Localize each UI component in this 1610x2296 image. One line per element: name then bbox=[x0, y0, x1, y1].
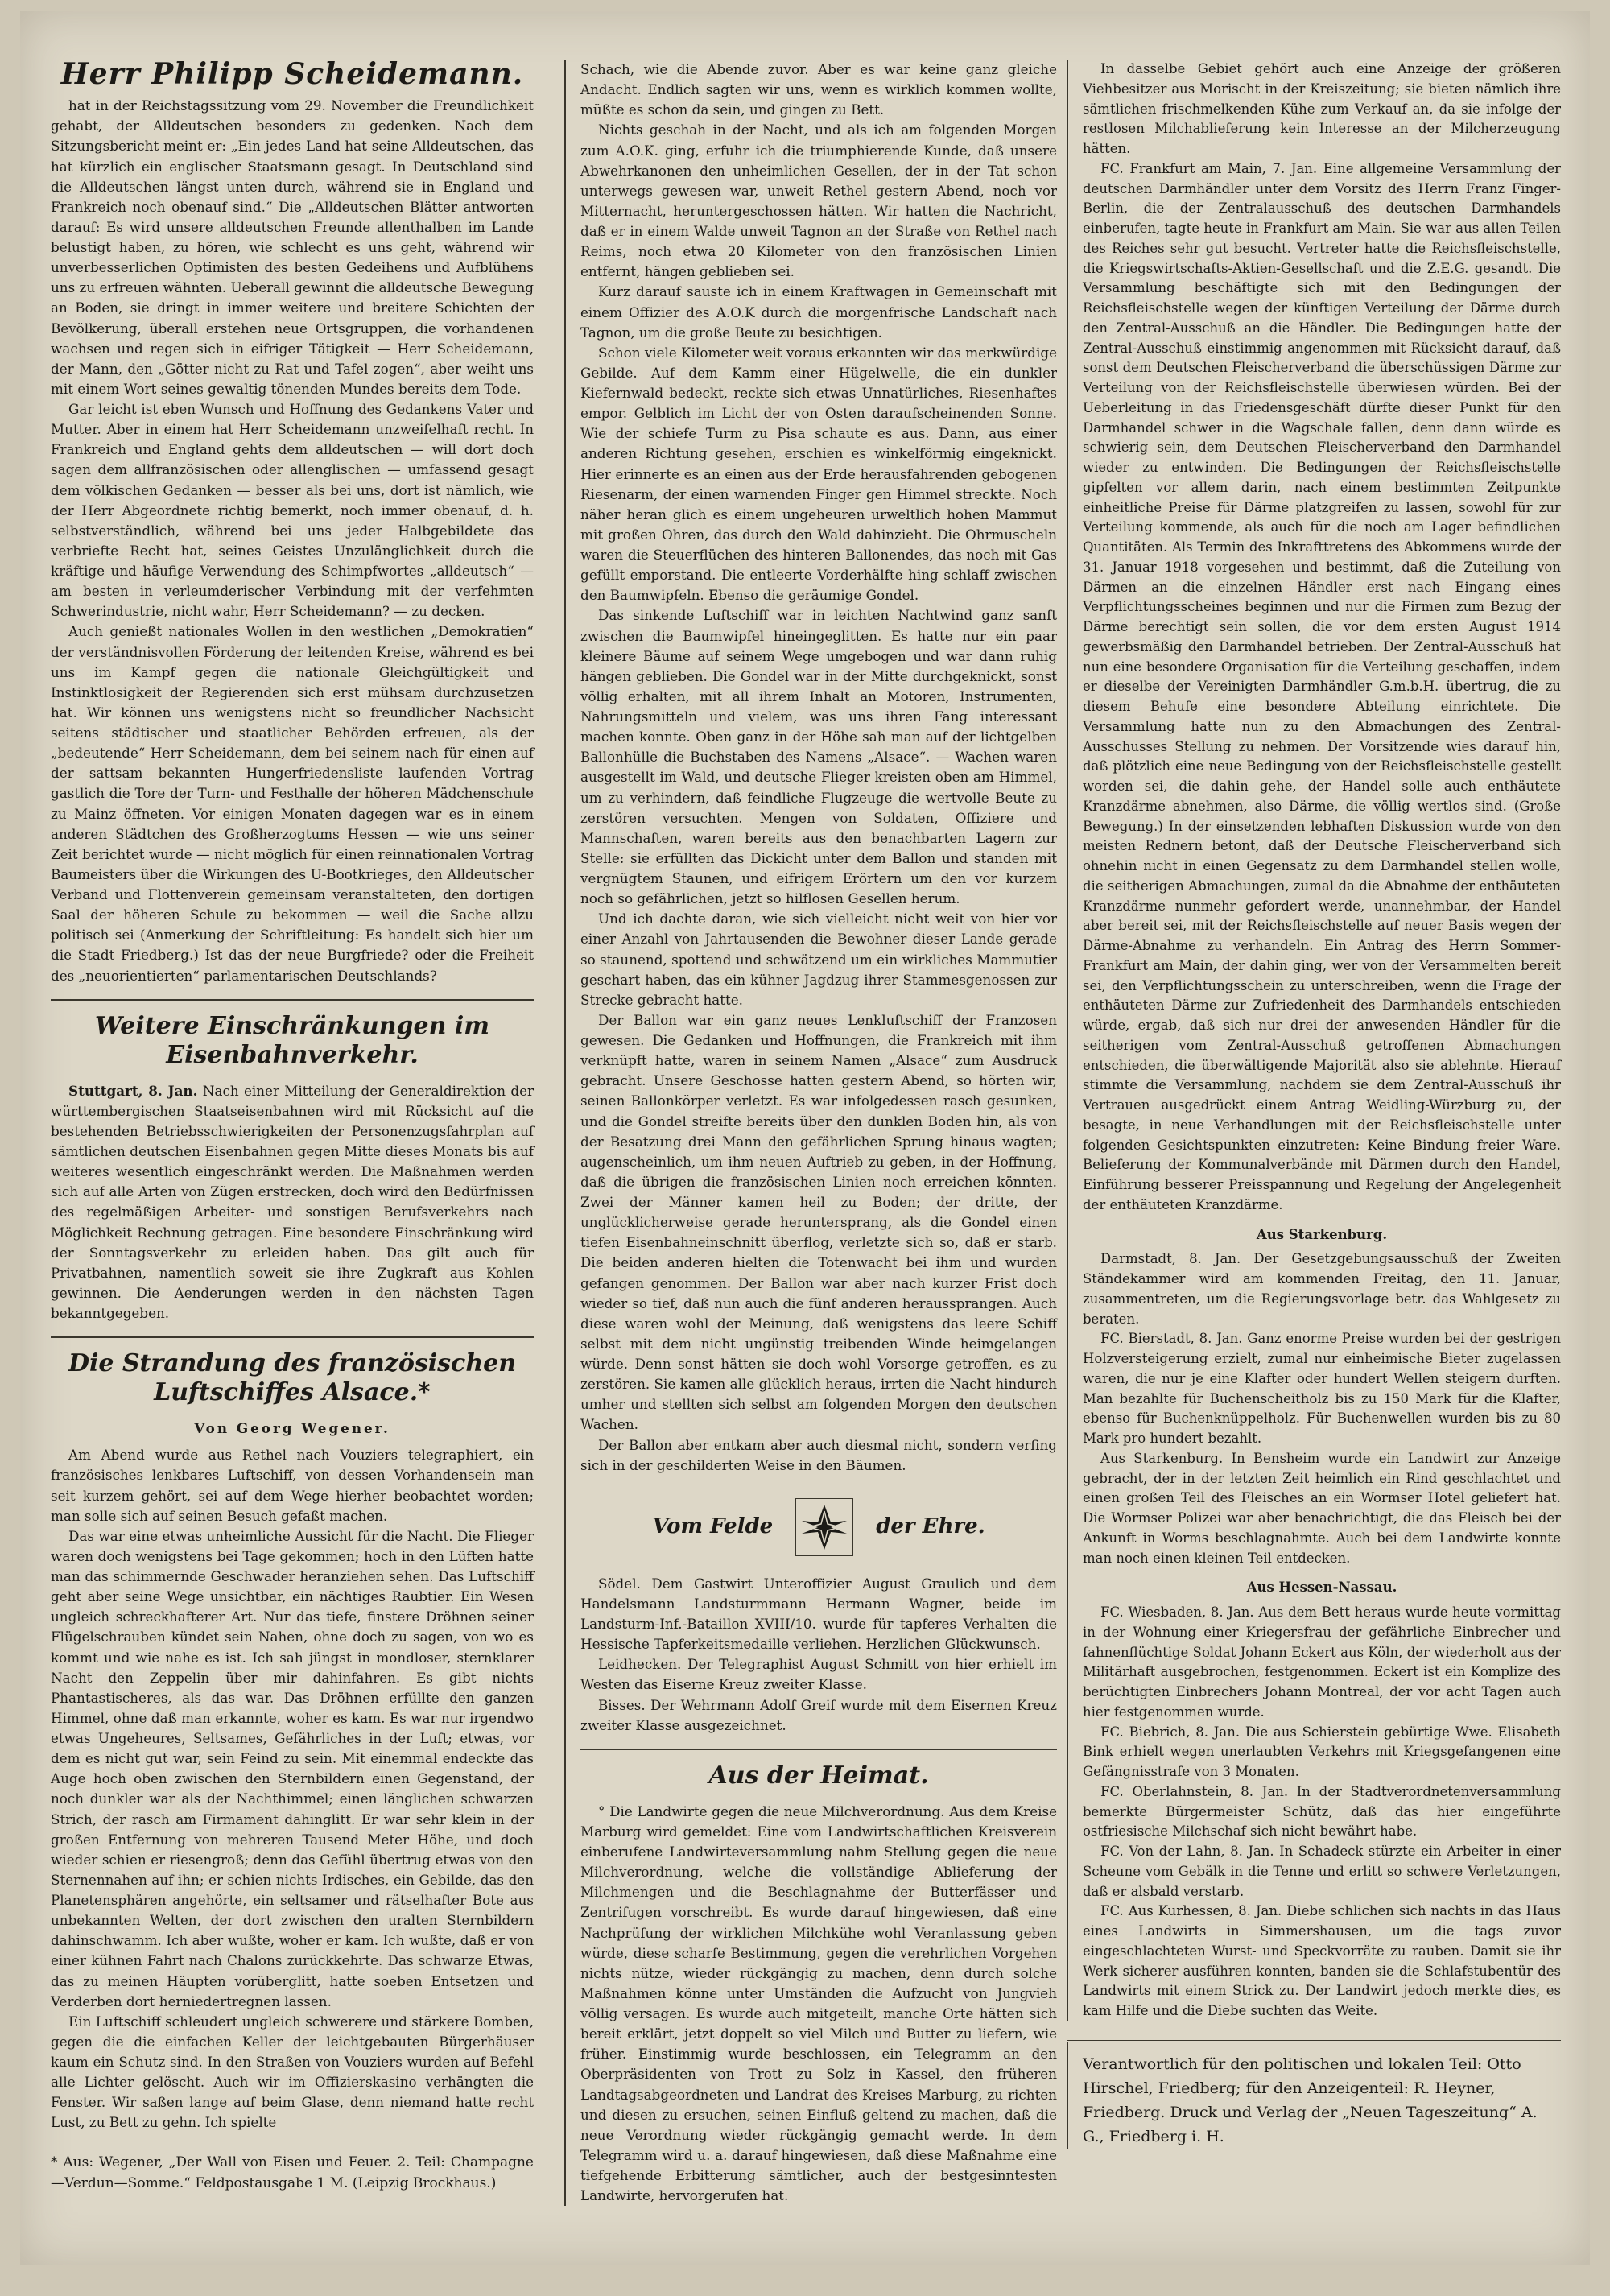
paragraph: FC. Aus Kurhessen, 8. Jan. Diebe schlichen sich nachts in das Haus eines Landwirts in Simmershausen, um die tags zuvor eingeschlachteten Wurst- und Speckvorräte zu rauben. Damit sie ihr Werk sicherer ausführen konnten, banden sie die Schlafstubentür des Landwirts mit einem Strick zu. Der Landwirt jedoch merkte dies, es kam Hilfe und die Diebe suchten das Weite. bbox=[1083, 1903, 1561, 2018]
iron-cross-icon bbox=[795, 1498, 853, 1556]
paragraph: FC. Bierstadt, 8. Jan. Ganz enorme Preise wurden bei der gestrigen Holzversteigerung erzielt, zumal nur einheimische Bieter zugelassen waren, die nur je eine Klafter oder hundert Wellen steigern durften. Man bezahlte für Buchenscheitholz bis zu 150 Mark für die Klafter, ebenso für Buchenknüppelholz. Für Buchenwellen wurden bis zu 80 Mark pro hundert bezahlt. bbox=[1083, 1331, 1561, 1446]
paragraph: Schach, wie die Abende zuvor. Aber es war keine ganz gleiche Andacht. Endlich sagten wir uns, wenn es wirklich kommen wollte, müßte es schon da sein, und gingen zu Bett. bbox=[580, 61, 1057, 118]
column-1 bbox=[51, 57, 534, 2194]
paragraph: FC. Von der Lahn, 8. Jan. In Schadeck stürzte ein Arbeiter in einer Scheune vom Gebälk in die Tenne und erlitt so schwere Verletzungen, daß er alsbald verstarb. bbox=[1083, 1844, 1561, 1899]
paragraph: Södel. Dem Gastwirt Unteroffizier August Graulich und dem Handelsmann Landsturmmann Hermann Wagner, beide im Landsturm-Inf.-Bataillon XVIII/10. wurde für tapferes Verhalten die Hessische Tapferkeitsmedaille verliehen. Herzlichen Glückwunsch. bbox=[580, 1575, 1057, 1653]
headline-scheidemann: Herr Philipp Scheidemann. bbox=[60, 57, 524, 91]
honor-heading bbox=[580, 1498, 1057, 1556]
headline-alsace: Die Strandung des französischen Luftschiffes Alsace.* bbox=[68, 1349, 517, 1407]
paragraph: Das sinkende Luftschiff war in leichten Nachtwind ganz sanft zwischen die Baumwipfel hineingeglitten. Es hatte nur ein paar kleinere Bäume auf seinem Wege umgebogen und war dann ruhig hängen geblieben. Die Gondel war in der Mitte durchgeknickt, sonst völlig erhalten, mit all ihrem Inhalt an Motoren, Instrumenten, Nahrungsmitteln und vielem, was uns ihren Fang interessant machen konnte. Oben ganz in der Höhe sah man auf der lichtgelben Ballonhülle die Buchstaben des Namens „Alsace“. — Wachen waren ausgestellt im Wald, und deutsche Flieger kreisten oben am Himmel, um zu verhindern, daß feindliche Flugzeuge die wertvolle Beute zu zerstören versuchten. Mengen von Soldaten, Offiziere und Mannschaften, waren bereits aus den benachbarten Lagern zur Stelle: sie erfüllten das Dickicht unter dem Ballon und standen mit vergnügtem Staunen, und eifrigem Erörtern um den vor kurzem noch so gefährlichen, jetzt so hilflosen Gesellen herum. bbox=[580, 607, 1057, 907]
paragraph: Schon viele Kilometer weit voraus erkannten wir das merkwürdige Gebilde. Auf dem Kamm einer Hügelwelle, die ein dunkler Kiefernwald bedeckt, reckte sich etwas Unnatürliches, Riesenhaftes empor. Gelblich im Licht der von Osten daraufscheinenden Sonne. Wie der schiefe Turm zu Pisa schaute es aus. Dann, aus einer anderen Richtung gesehen, erschien es winkelförmig eingeknickt. Hier erinnerte es an einen aus der Erde herausfahrenden gebogenen Riesenarm, der einen warnenden Finger gen Himmel streckte. Noch näher heran glich es einem ungeheuren urweltlich hohen Mammut mit großen Ohren, das durch den Wald dahinzieht. Die Ohrmuscheln waren die Steuerflüchen des hinteren Ballonendes, das noch mit Gas gefüllt emporstand. Die entleerte Vorderhälfte hing schlaff zwischen den Baumwipfeln. Ebenso die geräumige Gondel. bbox=[580, 344, 1057, 604]
paragraph: Ein Luftschiff schleudert ungleich schwerere und stärkere Bomben, gegen die die einfachen Keller der leichtgebauten Bürgerhäuser kaum ein Schutz sind. In den Straßen von Vouziers wurden auf Befehl alle Lichter gelöscht. Auch wir im Offizierskasino verhängten die Fenster. Wir saßen lange auf beim Glase, denn niemand hatte recht Lust, zu Bett zu gehn. Ich spielte bbox=[51, 2013, 534, 2131]
paragraph: Das war eine etwas unheimliche Aussicht für die Nacht. Die Flieger waren doch wenigstens bei Tage gekommen; hoch in den Lüften hatte man das schimmernde Geschwader heranziehen sehen. Das Luftschiff geht aber seine Wege unsichtbar, ein nächtiges Raubtier. Ein Wesen ungleich schreckhafterer Art. Nur das tiefe, finstere Dröhnen seiner Flügelschrauben kündet sein Nahen, ohne doch zu sagen, von wo es kommt und wie nahe es ist. Ich sah jüngst in mondloser, sternklarer Nacht den Zeppelin über mir dahinfahren. Es gibt nichts Phantastischeres, als das war. Das Dröhnen erfüllte den ganzen Himmel, ohne daß man erkannte, woher es kam. Es war nur irgendwo etwas Ungeheures, Seltsames, Gefährliches in der Luft; etwas, vor dem es nicht gut war, sein Feind zu sein. Mit einemmal endeckte das Auge hoch oben zwischen den Sternbildern einen Gegenstand, der noch dunkler war als der Nachthimmel; einen länglichen schwarzen Strich, der rasch am Firmament dahinglitt. Er war sehr klein in der großen Entfernung von mehreren Tausend Meter Höhe, und doch wieder schien er riesengroß; denn das Gefühl übertrug etwas von den Sternennahen auf ihn; er schien nichts Irdisches, ein Gebilde, das den Planetensphären angehörte, ein seltsamer und rätselhafter Bote aus unbekannten Welten, der dort zwischen den uralten Sternbildern dahinschwamm. Ich aber wußte, woher er kam. Ich wußte, daß er von einer kühnen Fahrt nach Chalons zurückkehrte. Das schwarze Etwas, das zu meinen Häupten vorüberglitt, hatte soeben Entsetzen und Verderben dort herniedertregnen lassen. bbox=[51, 1527, 534, 2009]
byline: Von Georg Wegener. bbox=[194, 1420, 390, 1437]
paragraph: Aus Starkenburg. In Bensheim wurde ein Landwirt zur Anzeige gebracht, der in der letzten Zeit heimlich ein Rind geschlachtet und einen großen Teil des Fleisches an ein Wormser Hotel geliefert hat. Die Wormser Polizei war aber benachrichtigt, die das Fleisch bei der Ankunft in Worms beschlagnahmte. Auch bei dem Landwirte konnte man noch einen kleinen Teil entdecken. bbox=[1083, 1450, 1561, 1566]
paragraph: FC. Oberlahnstein, 8. Jan. In der Stadtverordnetenversammlung bemerkte Bürgermeister Schütz, daß das hier eingeführte ostfriesische Milchschaf sich nicht bewährt habe. bbox=[1083, 1783, 1561, 1840]
paragraph: FC. Wiesbaden, 8. Jan. Aus dem Bett heraus wurde heute vormittag in der Wohnung einer Kriegersfrau der gefährliche Einbrecher und fahnenflüchtige Soldat Johann Eckert aus Köln, der wiederholt aus der Militärhaft ausgebrochen, festgenommen. Eckert ist ein Komplize des berüchtigten Einbrechers Johann Montreal, der vor acht Tagen auch hier festgenommen wurde. bbox=[1083, 1604, 1561, 1720]
column-3 bbox=[1067, 60, 1561, 2021]
dateline: Stuttgart, 8. Jan. bbox=[68, 1082, 198, 1099]
honor-right: der Ehre. bbox=[876, 1514, 985, 1539]
headline-eisenbahn: Weitere Einschränkungen im Eisenbahnverkehr. bbox=[95, 1011, 489, 1069]
paragraph: ° Die Landwirte gegen die neue Milchverordnung. Aus dem Kreise Marburg wird gemeldet: Eine vom Landwirtschaftlichen Kreisverein einberufene Landwirteversammlung nahm Stellung gegen die neue Milchverordnung, welche die vollständige Ablieferung der Milchmengen und die Beschlagnahme der Butterfässer und Zentrifugen vorschreibt. Es wurde darauf hingewiesen, daß eine Nachprüfung der wirklichen Milchkühe wohl Veranlassung geben würde, diese scharfe Bestimmung, gegen die verehrlichen Vorgehen nichts nütze, wieder rückgängig zu machen, denn durch solche Maßnahmen könne unter Umständen die Aufzucht von Jungvieh völlig versagen. Es wurde auch mitgeteilt, manche Orte hätten sich bereit erklärt, jetzt doppelt so viel Milch und Butter zu liefern, wie früher. Einstimmig wurde beschlossen, ein Telegramm an den Oberpräsidenten von Trott zu Solz in Kassel, den früheren Landtagsabgeordneten und Landrat des Kreises Marburg, zu richten und diesen zu ersuchen, seinen Einfluß geltend zu machen, daß die neue Verordnung wieder rückgängig gemacht werde. In dem Telegramm wird u. a. darauf hingewiesen, daß diese Maßnahme eine tiefgehende Erbitterung sämtlicher, auch der bestgesinntesten Landwirte, hervorgerufen hat. bbox=[580, 1803, 1057, 2204]
column-2 bbox=[564, 60, 1057, 2206]
footnote: * Aus: Wegener, „Der Wall von Eisen und Feuer. 2. Teil: Champagne—Verdun—Somme.“ Feldpostausgabe 1 M. (Leipzig Brockhaus.) bbox=[51, 2145, 534, 2194]
divider bbox=[51, 999, 534, 1001]
paragraph: Leidhecken. Der Telegraphist August Schmitt von hier erhielt im Westen das Eiserne Kreuz zweiter Klasse. bbox=[580, 1656, 1057, 1693]
paragraph: Bisses. Der Wehrmann Adolf Greif wurde mit dem Eisernen Kreuz zweiter Klasse ausgezeichnet. bbox=[580, 1696, 1057, 1733]
subheading-hessen-nassau: Aus Hessen-Nassau. bbox=[1246, 1580, 1397, 1596]
paragraph: Nichts geschah in der Nacht, und als ich am folgenden Morgen zum A.O.K. ging, erfuhr ich die triumphierende Kunde, daß unsere Abwehrkanonen den unheimlichen Gesellen, der in der Tat schon unterwegs gewesen war, unweit Rethel gestern Abend, noch vor Mitternacht, heruntergeschossen hätten. Wir hatten die Nachricht, daß er in einem Walde unweit Tagnon an der Straße von Rethel nach Reims, noch etwa 20 Kilometer von den französischen Linien entfernt, hängen geblieben sei. bbox=[580, 122, 1057, 280]
paragraph-text: Nach einer Mitteilung der Generaldirektion der württembergischen Staatseisenbahnen wird mit Rücksicht auf die bestehenden Betriebsschwierigkeiten der Personenzugsfahrplan auf sämtlichen deutschen Eisenbahnen gegen Mitte dieses Monats bis auf weiteres wesentlich eingeschränkt werden. Die Maßnahmen werden sich auf alle Arten von Zügen erstrecken, doch wird den Bedürfnissen des regelmäßigen Arbeiter- und sonstigen Berufsverkehrs nach Möglichkeit Rechnung getragen. Eine besondere Einschränkung wird der Sonntagsverkehr zu erleiden haben. Das gilt auch für Privatbahnen, namentlich soweit sie ihre Zugkraft aus Kohlen gewinnen. Die Aenderungen werden in den nächsten Tagen bekanntgegeben. bbox=[51, 1082, 534, 1321]
headline-heimat: Aus der Heimat. bbox=[708, 1761, 929, 1790]
paragraph: hat in der Reichstagssitzung vom 29. November die Freundlichkeit gehabt, der Alldeutschen besonders zu gedenken. Nach dem Sitzungsbericht meint er: „Ein jedes Land hat seine Alldeutschen, das hat kürzlich ein englischer Staatsmann gesagt. In Deutschland sind die Alldeutschen längst unten durch, während sie in England und Frankreich noch obenauf sind.“ Die „Alldeutschen Blätter antworten darauf: Es wird unsere alldeutschen Freunde allenthalben im Lande belustigt haben, zu hören, wie schlecht es uns geht, während wir unverbesserlichen Optimisten des besten Gedeihens und Aufblühens uns zu erfreuen wähnten. Ueberall gewinnt die alldeutsche Bewegung an Boden, sie dringt in immer weitere und breitere Schichten der Bevölkerung, überall erstehen neue Ortsgruppen, die vorhandenen wachsen und regen sich in eifriger Tätigkeit — Herr Scheidemann, der Mann, den „Götter nicht zu Rat und Tafel zogen“, aber weiht uns mit einem Wort seines gewaltig tönenden Mundes bereits dem Tode. bbox=[51, 97, 534, 397]
paragraph: Am Abend wurde aus Rethel nach Vouziers telegraphiert, ein französisches lenkbares Luftschiff, von dessen Vorhandensein man seit kurzem gehört, sei auf dem Wege hierher beobachtet worden; man solle sich auf seinen Besuch gefaßt machen. bbox=[51, 1447, 534, 1524]
paragraph-eisenbahn bbox=[51, 1081, 534, 1324]
paragraph: Darmstadt, 8. Jan. Der Gesetzgebungsausschuß der Zweiten Ständekammer wird am kommenden Freitag, den 11. Januar, zusammentreten, um die Regierungsvorlage betr. das Wahlgesetz zu beraten. bbox=[1083, 1251, 1561, 1327]
subheading-starkenburg: Aus Starkenburg. bbox=[1256, 1226, 1388, 1242]
paragraph: FC. Frankfurt am Main, 7. Jan. Eine allgemeine Versammlung der deutschen Darmhändler unter dem Vorsitz des Herrn Franz Finger-Berlin, die der Zentralausschuß des deutschen Darmhandels einberufen, tagte heute in Frankfurt am Main. Sie war aus allen Teilen des Reiches sehr gut besucht. Vertreter hatte die Reichsfleischstelle, die Kriegswirtschafts-Aktien-Gesellschaft und die Z.E.G. gesandt. Die Versammlung beschäftigte sich mit den Bedingungen der Reichsfleischstelle wegen der künftigen Verteilung der Därme durch den Zentral-Ausschuß an die Händler. Die Bedingungen hatte der Zentral-Ausschuß einstimmig angenommen mit Rücksicht darauf, daß sonst dem Deutschen Fleischerverband die überschüssigen Därme zur Verteilung von der Reichsfleischstelle überwiesen würden. Bei der Ueberleitung in das Friedensgeschäft dürfte dieser Punkt für den Darmhandel schwer in die Wagschale fallen, denn dann würde es schwierig sein, dem Deutschen Fleischerverband den Darmhandel wieder zu entwinden. Die Bedingungen der Reichsfleischstelle gipfelten vor allem darin, nach einem bestimmten Zeitpunkte einheitliche Preise für Därme platzgreifen zu lassen, sowohl für zur Verteilung kommende, als auch für die noch am Lager befindlichen Quantitäten. Als Termin des Inkrafttretens des Abkommens wurde der 31. Januar 1918 vorgesehen und bestimmt, daß die Zuteilung von Därmen an die einzelnen Händler erst nach Eingang eines Verpflichtungsscheines beginnen und nur die Firmen zum Bezug der Därme berechtigt sein sollen, die vor dem ersten August 1914 gewerbsmäßig den Darmhandel betrieben. Der Zentral-Ausschuß hat nun eine besondere Organisation für die Verteilung geschaffen, indem er dieselbe der Vereinigten Darmhändler G.m.b.H. übertrug, die zu diesem Behufe eine besondere Abteilung einrichtete. Die Versammlung hatte nun zu den Abmachungen des Zentral-Ausschusses Stellung zu nehmen. Der Vorsitzende wies darauf hin, daß plötzlich eine neue Bedingung von der Reichsfleischstelle gestellt worden sei, die dahin gehe, der Handel solle auch enthäutete Kranzdärme abnehmen, also Därme, die völlig wertlos sind. (Große Bewegung.) In der einsetzenden lebhaften Diskussion wurde von den meisten Rednern betont, daß der Deutsche Fleischerverband sich ohnehin nicht in einen Gegensatz zu dem Darmhandel stellen wolle, die seitherigen Abmachungen, zumal da die Abnahme der enthäuteten Kranzdärme nunmehr gefordert werde, unannehmbar, der Handel aber bereit sei, mit der Reichsfleischstelle auf neuer Basis wegen der Därme-Abnahme zu verhandeln. Ein Antrag des Herrn Sommer-Frankfurt am Main, der dahin ging, wer von der Versammelten bereit sei, den Verpflichtungsschein zu unterschreiben, wenn die Frage der enthäuteten Därme zur Zufriedenheit des Darmhandels entschieden würde, ergab, daß sich nur drei der anwesenden Händler für die seitherigen vom Zentral-Ausschuß getroffenen Abmachungen entschieden, die überwältigende Majorität also sie ablehnte. Hierauf stimmte die Versammlung, nachdem sie dem Zentral-Ausschuß ihr Vertrauen ausgedrückt einem Antrag Weidling-Würzburg zu, der besagte, in neue Verhandlungen mit der Reichsfleischstelle unter folgenden Gesichtspunkten einzutreten: Keine Bindung freier Ware. Belieferung der Kommunalverbände mit Därmen durch den Handel, Einführung besserer Preisspannung und Regelung der Angelegenheit der enthäuteten Kranzdärme. bbox=[1083, 160, 1561, 1212]
paragraph: Gar leicht ist eben Wunsch und Hoffnung des Gedankens Vater und Mutter. Aber in einem hat Herr Scheidemann unzweifelhaft recht. In Frankreich und England gehts dem alldeutschen — will dort doch sagen dem allfranzösischen oder allenglischen — umfassend gesagt dem völkischen Gedanken — besser als bei uns, dort ist nämlich, wie der Herr Abgeordnete richtig bemerkt, noch immer obenauf, d. h. selbstverständlich, während bei uns jeder Halbgebildete das verbriefte Recht hat, seines Geistes Unzulänglichkeit durch die kräftige und häufige Verwendung des Schimpfwortes „alldeutsch“ — am besten in verleumderischer Verbindung mit der verfehmten Schwerindustrie, nicht wahr, Herr Scheidemann? — zu decken. bbox=[51, 401, 534, 620]
paragraph: Der Ballon war ein ganz neues Lenkluftschiff der Franzosen gewesen. Die Gedanken und Hoffnungen, die Frankreich mit ihm verknüpft hatte, waren in seinem Namen „Alsace“ zum Ausdruck gebracht. Unsere Geschosse hatten gestern Abend, so hörten wir, seinen Ballonkörper verletzt. Es war infolgedessen rasch gesunken, und die Gondel streifte bereits über den dunklen Boden hin, als von der Besatzung drei Mann den gefährlichen Sprung hinaus wagten; augenscheinlich, um ihm neuen Auftrieb zu geben, in der Hoffnung, daß die übrigen die französischen Linien noch erreichen könnten. Zwei der Männer kamen heil zu Boden; der dritte, der unglücklicherweise gerade heruntersprang, als die Gondel einen tiefen Eisenbahneinschnitt überflog, verletzte sich so, daß er starb. Die beiden anderen hielten die Totenwacht bei ihm und wurden gefangen genommen. Der Ballon war aber nach kurzer Frist doch wieder so tief, daß nun auch die fünf anderen heraussprangen. Auch diese waren wohl der Meinung, daß wenigstens das leere Schiff selbst mit dem nicht ungünstig treibenden Winde heimgelangen würde. Denn sonst hätten sie doch wohl Vorsorge getroffen, es zu zerstören. Sie kamen alle glücklich heraus, irrten die Nacht hindurch umher und stellten sich selbst am folgenden Morgen den deutschen Wachen. bbox=[580, 1011, 1057, 1433]
divider bbox=[51, 1336, 534, 1338]
paragraph: Der Ballon aber entkam aber auch diesmal nicht, sondern verfing sich in der geschilderten Weise in den Bäumen. bbox=[580, 1436, 1057, 1473]
imprint: Verantwortlich für den politischen und lokalen Teil: Otto Hirschel, Friedberg; für den Anzeigenteil: R. Heyner, Friedberg. Druck und Verlag der „Neuen Tageszeitung“ A. G., Friedberg i. H. bbox=[1067, 2040, 1561, 2149]
divider bbox=[580, 1749, 1057, 1750]
honor-left: Vom Felde bbox=[652, 1514, 774, 1539]
paragraph: FC. Biebrich, 8. Jan. Die aus Schierstein gebürtige Wwe. Elisabeth Bink erhielt wegen unerlaubten Verkehrs mit Kriegsgefangenen eine Gefängnisstrafe von 3 Monaten. bbox=[1083, 1724, 1561, 1779]
paragraph: In dasselbe Gebiet gehört auch eine Anzeige der größeren Viehbesitzer aus Morischt in der Kreiszeitung; sie bieten nämlich ihre sämtlichen frischmelkenden Kühe zum Verkauf an, da sie infolge der restlosen Milchablieferung kein Interesse an der Milcherzeugung hätten. bbox=[1083, 61, 1561, 156]
paragraph: Auch genießt nationales Wollen in den westlichen „Demokratien“ der verständnisvollen Förderung der leitenden Kreise, während es bei uns im Kampf gegen die nationale Gleichgültigkeit und Instinktlosigkeit der Regierenden sich erst mühsam durchzusetzen hat. Wir können uns wenigstens nicht so freundlicher Nachsicht seitens städtischer und staatlicher Behörden erfreuen, als der „bedeutende“ Herr Scheidemann, dem bei seinem nach für einen auf der sattsam bekannten Hungerfriedensliste laufenden Vortrag gastlich die Tore der Turn- und Festhalle der höheren Mädchenschule zu Mainz öffneten. Vor einigen Monaten dagegen war es in einem anderen Städtchen des Großherzogtums Hessen — wie uns seiner Zeit berichtet wurde — nicht möglich für einen reinnationalen Vortrag Baumeisters über die Wirkungen des U-Bootkrieges, den Alldeutscher Verband und Flottenverein gemeinsam veranstalteten, den dortigen Saal der höheren Schule zu bekommen — weil die Sache allzu politisch sei (Anmerkung der Schriftleitung: Es handelt sich hier um die Stadt Friedberg.) Ist das der neue Burgfriede? oder die Freiheit des „neuorientierten“ parlamentarischen Deutschlands? bbox=[51, 623, 534, 984]
paragraph: Kurz darauf sauste ich in einem Kraftwagen in Gemeinschaft mit einem Offizier des A.O.K durch die morgenfrische Landschaft nach Tagnon, um die große Beute zu besichtigen. bbox=[580, 283, 1057, 341]
paragraph: Und ich dachte daran, wie sich vielleicht nicht weit von hier vor einer Anzahl von Jahrtausenden die Bewohner dieser Lande gerade so staunend, spottend und schwätzend um ein wirkliches Mammutier geschart haben, das ein kühner Jagdzug ihrer Stammesgenossen zur Strecke gebracht hatte. bbox=[580, 911, 1057, 1008]
newspaper-page bbox=[20, 11, 1590, 2265]
